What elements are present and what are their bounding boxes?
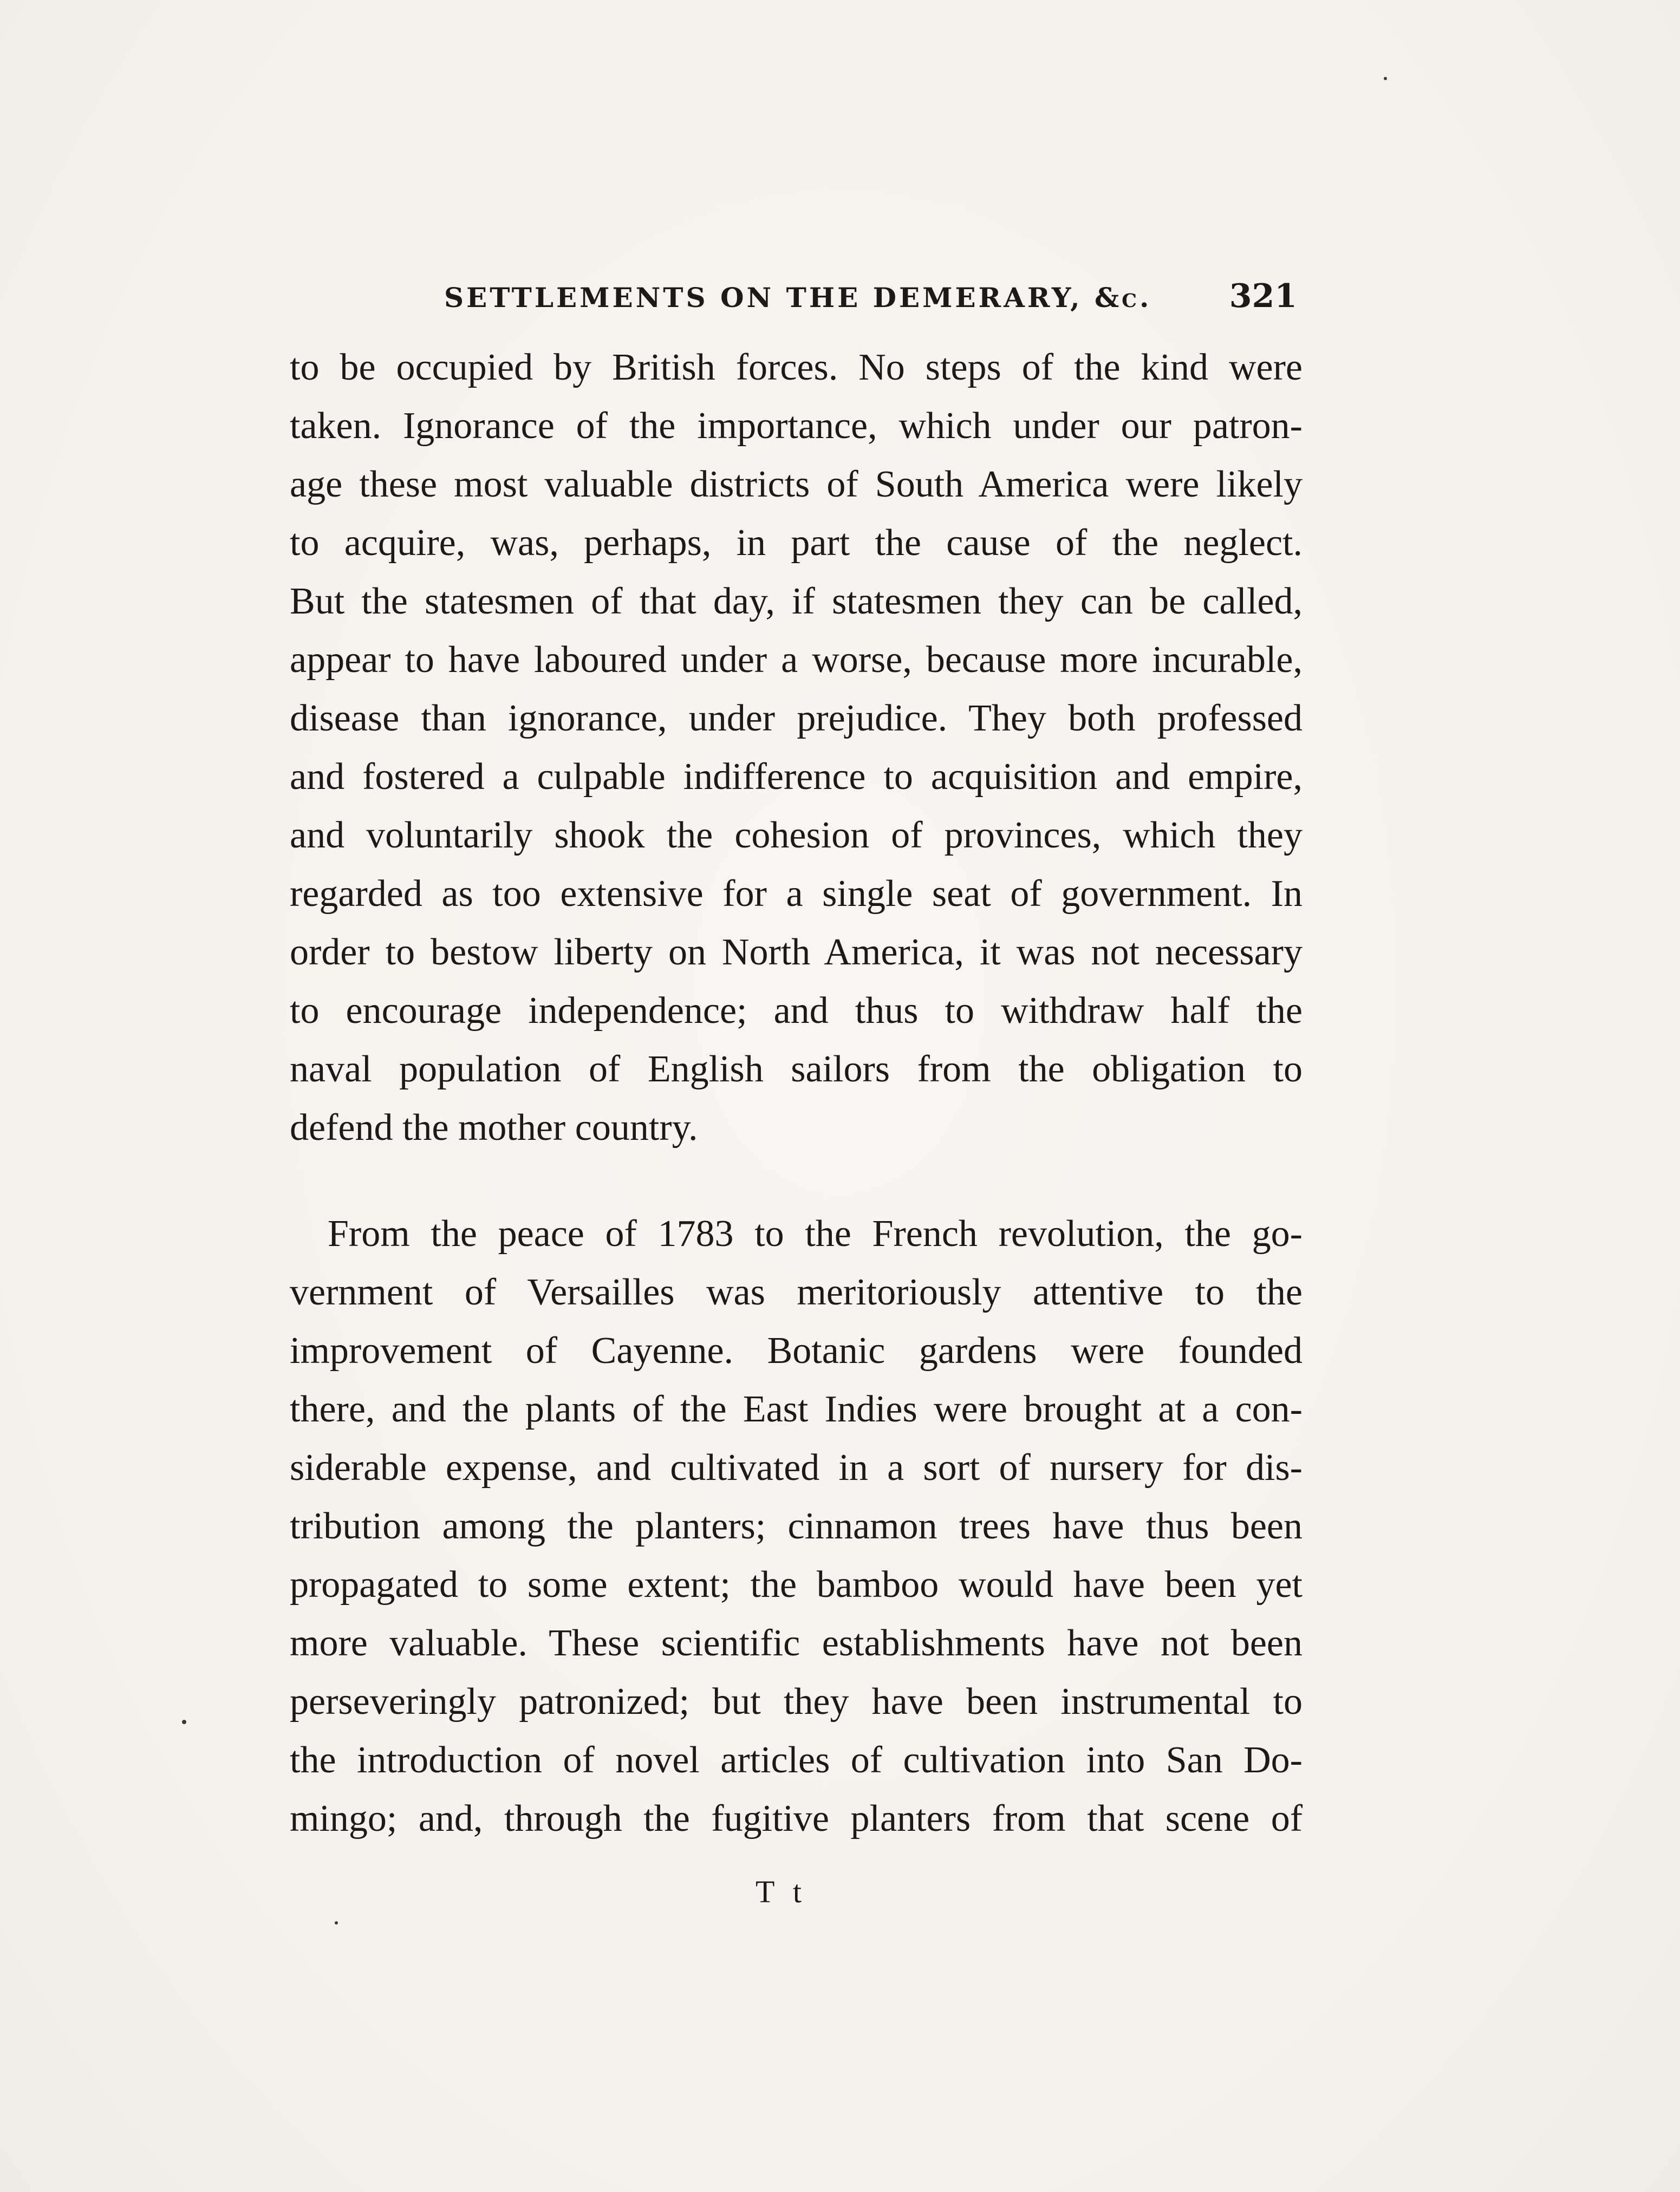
text-line: and fostered a culpable indifference to acquisition and empire, <box>290 756 1303 798</box>
page-number: 321 <box>1229 277 1297 315</box>
running-head: SETTLEMENTS ON THE DEMERARY, &c. <box>444 282 1152 314</box>
paragraph-gap <box>290 1157 1303 1205</box>
text-line: more valuable. These scientific establishments have not been <box>290 1622 1303 1664</box>
body-text <box>290 338 1303 1848</box>
text-line: naval population of English sailors from the obligation to <box>290 1048 1303 1090</box>
paragraph-2 <box>290 1205 1303 1848</box>
text-line: regarded as too extensive for a single seat of government. In <box>290 873 1303 915</box>
text-line: defend the mother country. <box>290 1107 698 1149</box>
text-line: tribution among the planters; cinnamon trees have thus been <box>290 1505 1303 1547</box>
text-line: age these most valuable districts of South America were likely <box>290 464 1303 505</box>
text-line: perseveringly patronized; but they have been instrumental to <box>290 1681 1303 1723</box>
text-line: siderable expense, and cultivated in a sort of nursery for dis- <box>290 1447 1303 1489</box>
text-line: to acquire, was, perhaps, in part the cause of the neglect. <box>290 522 1303 564</box>
text-line: improvement of Cayenne. Botanic gardens were founded <box>290 1330 1303 1372</box>
text-line: and voluntarily shook the cohesion of provinces, which they <box>290 814 1303 856</box>
text-line: to encourage independence; and thus to withdraw half the <box>290 990 1303 1032</box>
text-line: vernment of Versailles was meritoriously attentive to the <box>290 1271 1303 1313</box>
text-line: there, and the plants of the East Indies were brought at a con- <box>290 1388 1303 1430</box>
ink-speck <box>335 1921 338 1924</box>
text-line: mingo; and, through the fugitive planters from that scene of <box>290 1798 1303 1839</box>
text-line: order to bestow liberty on North America, it was not necessary <box>290 931 1303 973</box>
text-line: the introduction of novel articles of cultivation into San Do- <box>290 1739 1303 1781</box>
text-line: propagated to some extent; the bamboo would have been yet <box>290 1564 1303 1606</box>
paragraph-1 <box>290 338 1303 1157</box>
text-line: But the statesmen of that day, if statesmen they can be called, <box>290 580 1303 622</box>
page-header <box>290 277 1303 325</box>
text-line: From the peace of 1783 to the French revolution, the go- <box>328 1213 1303 1255</box>
text-line: disease than ignorance, under prejudice. They both professed <box>290 697 1303 739</box>
text-line: taken. Ignorance of the importance, which under our patron- <box>290 405 1303 447</box>
text-line: appear to have laboured under a worse, because more incurable, <box>290 639 1303 681</box>
text-line: to be occupied by British forces. No steps of the kind were <box>290 347 1303 388</box>
signature-mark: T t <box>756 1874 807 1909</box>
ink-speck <box>182 1720 186 1724</box>
ink-speck <box>1384 77 1387 80</box>
